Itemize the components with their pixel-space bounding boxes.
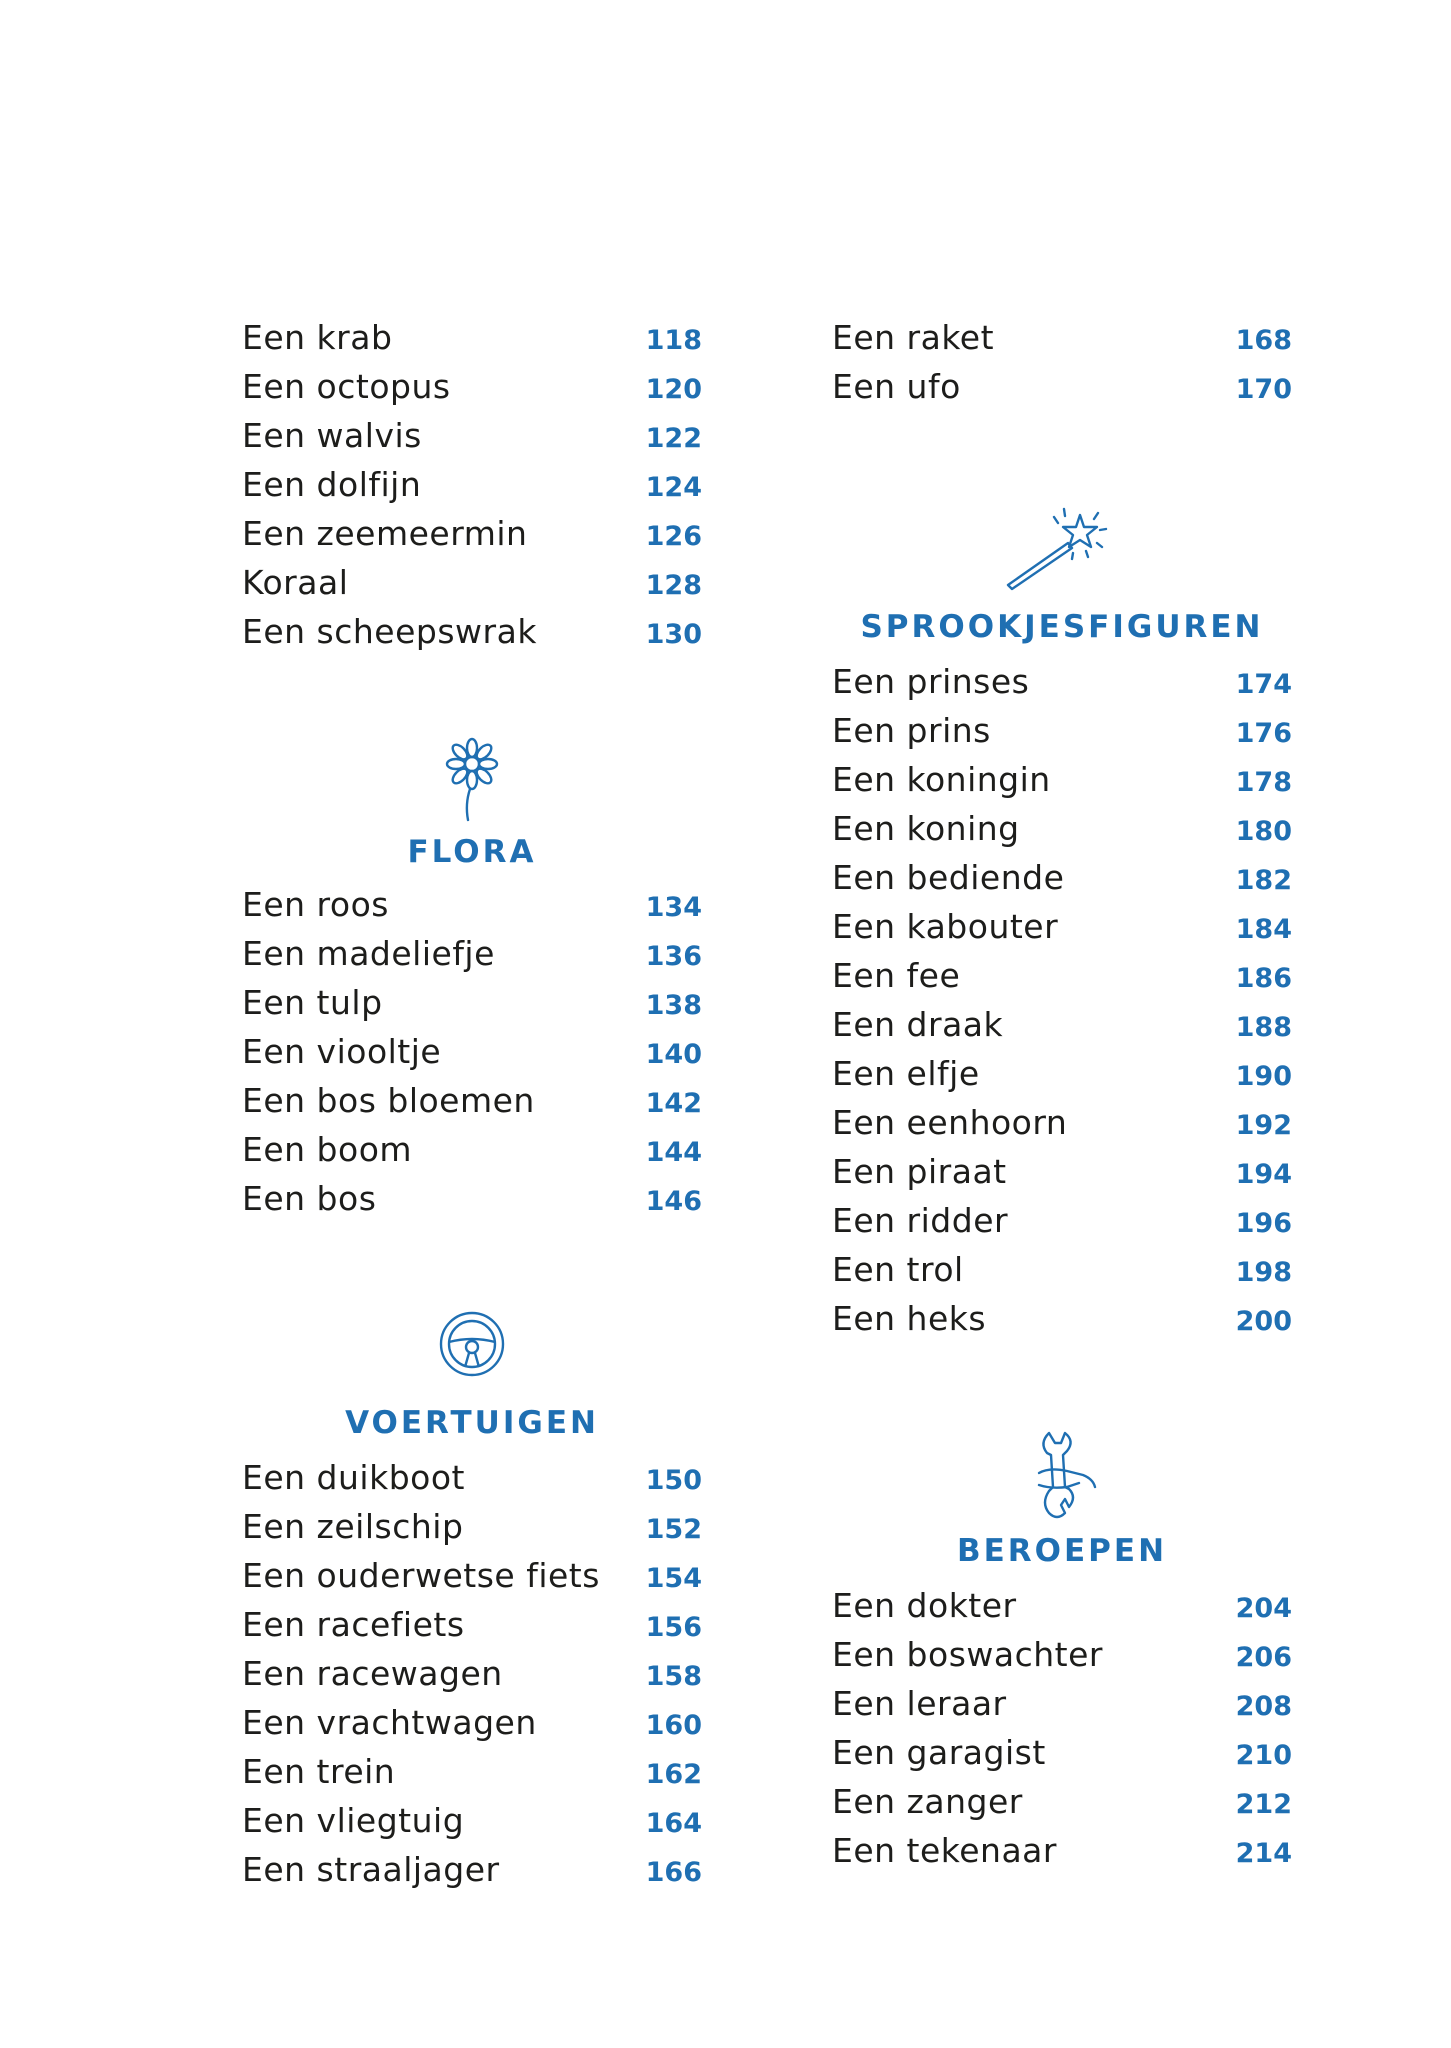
toc-entry (242, 1076, 702, 1125)
toc-entry (832, 853, 1292, 902)
toc-entry (832, 1777, 1292, 1826)
toc-entry-page-number: 136 (645, 941, 702, 972)
toc-entry-label: Een prinses (832, 662, 1030, 701)
toc-entry-page-number: 124 (645, 472, 702, 503)
toc-entry (832, 657, 1292, 706)
toc-entry-page-number: 212 (1235, 1789, 1292, 1820)
section-beroepen (832, 1429, 1292, 1569)
toc-entry-label: Een elfje (832, 1054, 980, 1093)
toc-entry (242, 1649, 702, 1698)
toc-entry-page-number: 204 (1235, 1593, 1292, 1624)
toc-entry-page-number: 158 (645, 1661, 702, 1692)
toc-entry-label: Een scheepswrak (242, 612, 537, 651)
toc-entry-label: Koraal (242, 563, 349, 602)
toc-entry-label: Een prins (832, 711, 991, 750)
toc-entry (242, 1551, 702, 1600)
toc-right-column (832, 313, 1292, 1875)
toc-entry-page-number: 120 (645, 374, 702, 405)
toc-entry (242, 1698, 702, 1747)
toc-entry (242, 607, 702, 656)
toc-entry-page-number: 154 (645, 1563, 702, 1594)
section-flora (242, 734, 702, 870)
magic-wand-icon (1002, 507, 1112, 593)
toc-entry-page-number: 196 (1235, 1208, 1292, 1239)
toc-entry-page-number: 144 (645, 1137, 702, 1168)
toc-entry (832, 1000, 1292, 1049)
toc-entry-label: Een trein (242, 1752, 396, 1791)
toc-entry-page-number: 184 (1235, 914, 1292, 945)
toc-entry (832, 1294, 1292, 1343)
toc-entry-page-number: 182 (1235, 865, 1292, 896)
toc-entry-page-number: 126 (645, 521, 702, 552)
toc-entry-page-number: 128 (645, 570, 702, 601)
toc-list-sea (242, 313, 702, 656)
toc-entry (832, 1630, 1292, 1679)
toc-entry (242, 1027, 702, 1076)
toc-entry (832, 804, 1292, 853)
section-title-flora: FLORA (407, 834, 537, 870)
toc-entry-label: Een piraat (832, 1152, 1007, 1191)
toc-entry-page-number: 198 (1235, 1257, 1292, 1288)
toc-entry-label: Een zanger (832, 1782, 1023, 1821)
toc-entry (242, 880, 702, 929)
toc-entry-label: Een racefiets (242, 1605, 465, 1644)
toc-entry-label: Een leraar (832, 1684, 1007, 1723)
section-title-sprookjesfiguren: SPROOKJESFIGUREN (860, 609, 1264, 645)
toc-entry-page-number: 170 (1235, 374, 1292, 405)
toc-entry-page-number: 134 (645, 892, 702, 923)
toc-entry-page-number: 138 (645, 990, 702, 1021)
toc-entry (832, 1245, 1292, 1294)
toc-entry (242, 1747, 702, 1796)
toc-entry-label: Een octopus (242, 367, 451, 406)
toc-entry-page-number: 142 (645, 1088, 702, 1119)
toc-entry-page-number: 192 (1235, 1110, 1292, 1141)
toc-entry-page-number: 160 (645, 1710, 702, 1741)
toc-entry (832, 1679, 1292, 1728)
toc-entry (832, 1728, 1292, 1777)
toc-left-column (242, 313, 702, 1894)
toc-entry (832, 1147, 1292, 1196)
section-sprookjesfiguren (832, 507, 1292, 645)
toc-entry-page-number: 152 (645, 1514, 702, 1545)
toc-entry (242, 1174, 702, 1223)
toc-entry-label: Een walvis (242, 416, 422, 455)
toc-entry-page-number: 176 (1235, 718, 1292, 749)
toc-entry-label: Een bos bloemen (242, 1081, 535, 1120)
toc-entry (242, 1845, 702, 1894)
toc-entry-label: Een dolfijn (242, 465, 422, 504)
toc-entry-label: Een heks (832, 1299, 987, 1338)
toc-entry (242, 978, 702, 1027)
toc-entry-label: Een garagist (832, 1733, 1046, 1772)
toc-entry-page-number: 164 (645, 1808, 702, 1839)
toc-entry-label: Een bediende (832, 858, 1065, 897)
toc-entry (832, 1196, 1292, 1245)
toc-entry-page-number: 166 (645, 1857, 702, 1888)
toc-entry (832, 951, 1292, 1000)
toc-entry-label: Een straaljager (242, 1850, 500, 1889)
section-title-voertuigen: VOERTUIGEN (345, 1405, 599, 1441)
toc-entry-label: Een viooltje (242, 1032, 442, 1071)
toc-entry (832, 755, 1292, 804)
toc-entry-page-number: 150 (645, 1465, 702, 1496)
section-title-beroepen: BEROEPEN (956, 1533, 1168, 1569)
toc-entry-page-number: 118 (645, 325, 702, 356)
toc-entry-page-number: 162 (645, 1759, 702, 1790)
toc-entry-page-number: 188 (1235, 1012, 1292, 1043)
toc-entry (242, 558, 702, 607)
toc-entry-page-number: 190 (1235, 1061, 1292, 1092)
toc-entry-label: Een zeilschip (242, 1507, 464, 1546)
toc-entry-page-number: 122 (645, 423, 702, 454)
wrench-hand-icon (1027, 1429, 1097, 1529)
toc-entry-page-number: 146 (645, 1186, 702, 1217)
toc-entry-page-number: 180 (1235, 816, 1292, 847)
toc-entry (832, 706, 1292, 755)
toc-entry-label: Een bos (242, 1179, 377, 1218)
toc-entry-label: Een boswachter (832, 1635, 1103, 1674)
toc-entry-label: Een ufo (832, 367, 961, 406)
toc-entry-page-number: 130 (645, 619, 702, 650)
toc-entry (242, 411, 702, 460)
toc-entry (242, 460, 702, 509)
toc-entry (242, 1125, 702, 1174)
toc-entry-label: Een krab (242, 318, 393, 357)
toc-entry (242, 362, 702, 411)
toc-entry (242, 929, 702, 978)
toc-entry-label: Een koning (832, 809, 1020, 848)
toc-entry-label: Een draak (832, 1005, 1004, 1044)
toc-entry-label: Een racewagen (242, 1654, 503, 1693)
toc-entry (242, 313, 702, 362)
toc-entry (832, 1826, 1292, 1875)
toc-entry (832, 902, 1292, 951)
toc-entry (832, 362, 1292, 411)
toc-entry (832, 1098, 1292, 1147)
toc-entry (242, 1600, 702, 1649)
toc-entry-label: Een eenhoorn (832, 1103, 1068, 1142)
toc-list-space (832, 313, 1292, 411)
toc-list-beroepen (832, 1581, 1292, 1875)
toc-entry-page-number: 186 (1235, 963, 1292, 994)
toc-entry-page-number: 140 (645, 1039, 702, 1070)
toc-entry-label: Een roos (242, 885, 389, 924)
toc-entry-label: Een boom (242, 1130, 413, 1169)
toc-entry-label: Een raket (832, 318, 995, 357)
toc-entry-label: Een vliegtuig (242, 1801, 465, 1840)
steering-wheel-icon (437, 1309, 507, 1379)
toc-entry-label: Een duikboot (242, 1458, 465, 1497)
toc-entry-page-number: 178 (1235, 767, 1292, 798)
toc-entry-page-number: 206 (1235, 1642, 1292, 1673)
toc-list-voertuigen (242, 1453, 702, 1894)
toc-entry (242, 509, 702, 558)
toc-entry (242, 1796, 702, 1845)
toc-entry-label: Een vrachtwagen (242, 1703, 537, 1742)
toc-entry-page-number: 194 (1235, 1159, 1292, 1190)
toc-entry-label: Een ridder (832, 1201, 1009, 1240)
toc-entry-label: Een koningin (832, 760, 1051, 799)
toc-entry (832, 1581, 1292, 1630)
toc-list-flora (242, 880, 702, 1223)
toc-entry-page-number: 168 (1235, 325, 1292, 356)
flower-icon (437, 734, 507, 822)
toc-list-sprookjesfiguren (832, 657, 1292, 1343)
toc-entry-label: Een dokter (832, 1586, 1017, 1625)
toc-entry-page-number: 208 (1235, 1691, 1292, 1722)
toc-entry-label: Een tulp (242, 983, 383, 1022)
toc-entry-label: Een zeemeermin (242, 514, 528, 553)
section-voertuigen (242, 1309, 702, 1441)
toc-entry (242, 1502, 702, 1551)
toc-entry (242, 1453, 702, 1502)
toc-entry-page-number: 156 (645, 1612, 702, 1643)
toc-entry-label: Een kabouter (832, 907, 1059, 946)
toc-entry-page-number: 210 (1235, 1740, 1292, 1771)
toc-entry-label: Een trol (832, 1250, 964, 1289)
toc-entry-label: Een fee (832, 956, 961, 995)
toc-entry-label: Een madeliefje (242, 934, 495, 973)
toc-entry-label: Een tekenaar (832, 1831, 1057, 1870)
toc-entry-label: Een ouderwetse fiets (242, 1556, 600, 1595)
toc-entry (832, 313, 1292, 362)
toc-entry-page-number: 214 (1235, 1838, 1292, 1869)
toc-entry-page-number: 174 (1235, 669, 1292, 700)
toc-entry (832, 1049, 1292, 1098)
toc-entry-page-number: 200 (1235, 1306, 1292, 1337)
